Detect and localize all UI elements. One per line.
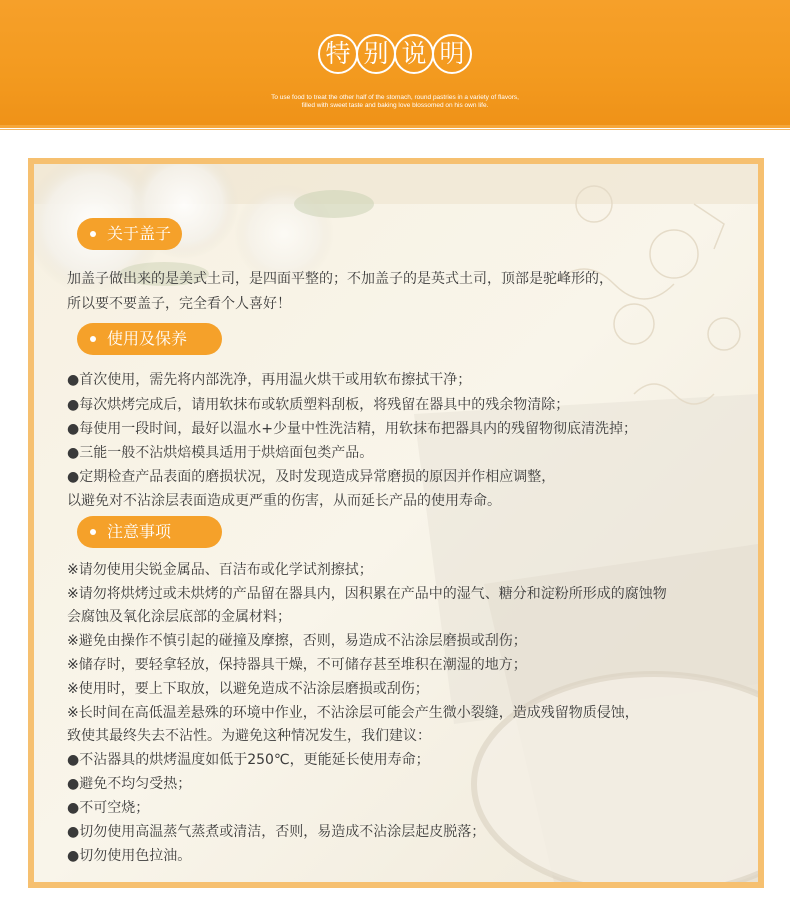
- text-line: ※请勿使用尖锐金属品、百洁布或化学试剂擦拭；: [67, 562, 373, 578]
- text-line: ●每次烘烤完成后，请用软抹布或软质塑料刮板，将残留在器具中的残余物清除；: [67, 397, 570, 413]
- page-title: [0, 34, 790, 74]
- text-line: 加盖子做出来的是美式土司，是四面平整的；不加盖子的是英式土司，顶部是驼峰形的，: [67, 271, 613, 287]
- text-line: ※避免由操作不慎引起的碰撞及摩擦，否则，易造成不沾涂层磨损或刮伤；: [67, 633, 527, 649]
- section-heading-label: 使用及保养: [107, 329, 188, 348]
- section-heading-lid: [77, 218, 182, 250]
- section-heading-label: 关于盖子: [107, 224, 172, 243]
- text-line: ※使用时，要上下取放，以避免造成不沾涂层磨损或刮伤；: [67, 681, 429, 697]
- text-line: ●首次使用，需先将内部洗净，再用温火烘干或用软布擦拭干净；: [67, 372, 472, 388]
- text-line: ●三能一般不沾烘焙模具适用于烘焙面包类产品。: [67, 445, 374, 461]
- section-heading-label: 注意事项: [107, 522, 172, 541]
- text-line: ※长时间在高低温差悬殊的环境中作业，不沾涂层可能会产生微小裂缝，造成残留物质侵蚀，: [67, 705, 639, 721]
- text-line: ●切勿使用高温蒸气蒸煮或清洁，否则，易造成不沾涂层起皮脱落；: [67, 824, 486, 840]
- text-line: ※请勿将烘烤过或未烘烤的产品留在器具内，因积累在产品中的湿气、糖分和淀粉所形成的腐蚀物: [67, 586, 667, 602]
- bullet-dot: [90, 336, 96, 342]
- title-char: 明: [432, 34, 472, 74]
- title-char: 特: [318, 34, 358, 74]
- title-char: 别: [356, 34, 396, 74]
- header-banner: [0, 0, 790, 125]
- subtitle-line-2: filled with sweet taste and baking love blossomed on his own life.: [301, 102, 489, 109]
- section-heading-use: [77, 323, 222, 355]
- subtitle-line-1: To use food to treat the other half of the stomach, round pastries in a variety of flavors,: [271, 94, 519, 101]
- text-line: ●不沾器具的烘烤温度如低于250℃，更能延长使用寿命；: [67, 752, 430, 768]
- text-line: ※储存时，要轻拿轻放，保持器具干燥，不可储存甚至堆积在潮湿的地方；: [67, 657, 527, 673]
- text-line: 致使其最终失去不沾性。为避免这种情况发生，我们建议：: [67, 728, 431, 744]
- text-line: ●定期检查产品表面的磨损状况，及时发现造成异常磨损的原因并作相应调整，: [67, 469, 556, 485]
- text-line: ●每使用一段时间，最好以温水+少量中性洗洁精，用软抹布把器具内的残留物彻底清洗掉；: [67, 421, 637, 437]
- header-divider: [0, 125, 790, 128]
- content-frame: [28, 158, 764, 888]
- bullet-dot: [90, 231, 96, 237]
- text-line: ●切勿使用色拉油。: [67, 848, 192, 864]
- text-line: ●不可空烧；: [67, 800, 150, 816]
- header-divider-thin: [0, 129, 790, 130]
- text-line: 所以要不要盖子，完全看个人喜好！: [67, 296, 291, 312]
- title-char: 说: [394, 34, 434, 74]
- text-line: ●避免不均匀受热；: [67, 776, 192, 792]
- text-line: 会腐蚀及氧化涂层底部的金属材料；: [67, 609, 291, 625]
- bullet-dot: [90, 529, 96, 535]
- text-line: 以避免对不沾涂层表面造成更严重的伤害，从而延长产品的使用寿命。: [67, 493, 501, 509]
- section-heading-notes: [77, 516, 222, 548]
